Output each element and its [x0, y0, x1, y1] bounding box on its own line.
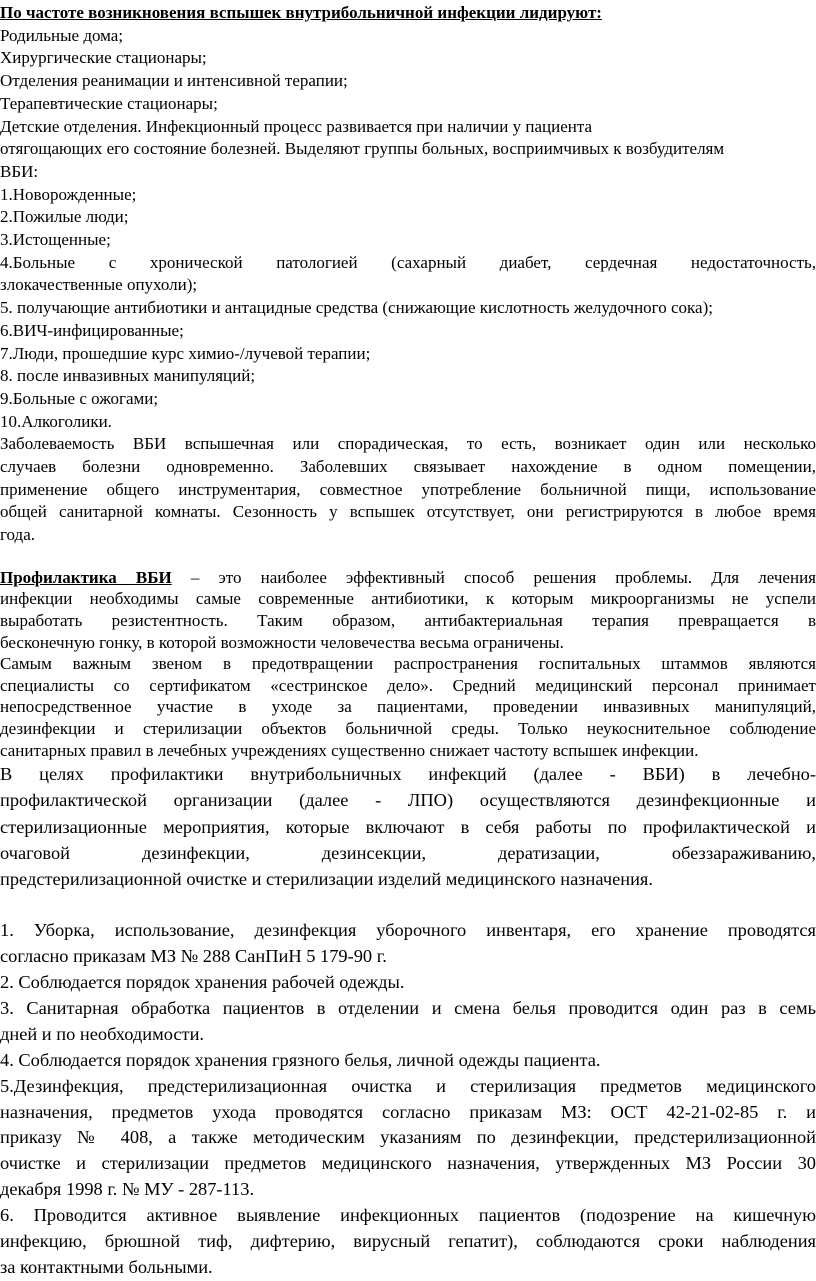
text-line: декабря 1998 г. № МУ - 287-113. — [0, 1179, 255, 1200]
spacer — [0, 547, 816, 567]
text-line: отягощающих его состояние болезней. Выделяют группы больных, восприимчивых к возбудителям — [0, 139, 725, 159]
text-line: согласно приказам МЗ № 288 СанПиН 5 179-90 г. — [0, 946, 387, 967]
section-prevention — [0, 567, 816, 761]
list-item: 7.Люди, прошедшие курс химио-/лучевой терапии; — [0, 343, 371, 363]
text-line: дней и по необходимости. — [0, 1023, 205, 1044]
text-line: непосредственное участие в уходе за пациентами, проведении инвазивных манипуляций, — [0, 697, 816, 717]
text-line: назначения, предметов ухода проводятся согласно приказам МЗ: ОСТ 42-21-02-85 г. и — [0, 1101, 816, 1122]
text-line: санитарных правил в лечебных учреждениях существенно снижает частоту вспышек инфекции. — [0, 740, 699, 760]
text-line: стерилизационные мероприятия, которые включают в себя работы по профилактической и — [0, 816, 816, 837]
text-line: года. — [0, 525, 36, 545]
text-line: очистке и стерилизации предметов медицинского назначения, утвержденных МЗ России 30 — [0, 1153, 816, 1174]
text-line: Отделения реанимации и интенсивной терапии; — [0, 71, 348, 91]
text-line: выработать резистентность. Таким образом, антибактериальная терапия превращается в — [0, 611, 816, 631]
list-item: 5.Дезинфекция, предстерилизационная очистка и стерилизация предметов медицинского — [0, 1075, 816, 1096]
list-item: 9.Больные с ожогами; — [0, 388, 159, 408]
text-line: применение общего инструментария, совместное употребление больничной пищи, использование — [0, 479, 816, 499]
text-line: злокачественные опухоли); — [0, 275, 198, 295]
text-line: общей санитарной комнаты. Сезонность у вспышек отсутствует, они регистрируются в любое время — [0, 502, 816, 522]
list-item: 2. Соблюдается порядок хранения рабочей одежды. — [0, 972, 405, 993]
section-heading: Профилактика ВБИ — [0, 567, 172, 587]
list-item: 5. получающие антибиотики и антацидные средства (снижающие кислотность желудочного сока); — [0, 298, 713, 318]
section-numbered-rules — [0, 918, 816, 1281]
text-line: приказу № 408, а также методическим указаниям по дезинфекции, предстерилизационной — [0, 1127, 816, 1148]
text-line: специалисты со сертификатом «сестринское дело». Средний медицинский персонал принимает — [0, 675, 816, 695]
list-item: 1. Уборка, использование, дезинфекция уборочного инвентаря, его хранение проводятся — [0, 920, 816, 941]
text-line — [0, 567, 816, 589]
text-line: случаев болезни одновременно. Заболевших связывает нахождение в одном помещении, — [0, 457, 816, 477]
text-line: В целях профилактики внутрибольничных инфекций (далее - ВБИ) в лечебно- — [0, 764, 816, 785]
text-line: инфекции необходимы самые современные антибиотики, к которым микроорганизмы не успели — [0, 589, 816, 609]
text-line: Родильные дома; — [0, 25, 124, 45]
list-item: 6.ВИЧ-инфицированные; — [0, 320, 184, 340]
list-item: 8. после инвазивных манипуляций; — [0, 366, 256, 386]
text-line: очаговой дезинфекции, дезинсекции, дератизации, обеззараживанию, — [0, 842, 816, 863]
text-line: бесконечную гонку, в которой возможности человечества весьма ограничены. — [0, 632, 564, 652]
text-line: инфекцию, брюшной тиф, дифтерию, вирусный гепатит), соблюдаются сроки наблюдения — [0, 1231, 816, 1252]
text-line: предстерилизационной очистке и стерилизации изделий медицинского назначения. — [0, 869, 653, 890]
list-item: 3. Санитарная обработка пациентов в отделении и смена белья проводится один раз в семь — [0, 997, 816, 1018]
list-item: 4.Больные с хронической патологией (сахарный диабет, сердечная недостаточность, — [0, 252, 816, 272]
list-item: 4. Соблюдается порядок хранения грязного белья, личной одежды пациента. — [0, 1049, 601, 1070]
text-line: профилактической организации (далее - ЛПО) осуществляются дезинфекционные и — [0, 790, 816, 811]
section-disinfection-measures — [0, 761, 816, 892]
text-line: ВБИ: — [0, 161, 39, 181]
spacer — [0, 892, 816, 918]
list-item: 1.Новорожденные; — [0, 184, 137, 204]
list-item: 10.Алкоголики. — [0, 411, 112, 431]
list-item: 6. Проводится активное выявление инфекционных пациентов (подозрение на кишечную — [0, 1205, 816, 1226]
text-line: Терапевтические стационары; — [0, 93, 218, 113]
text-line: Самым важным звеном в предотвращении распространения госпитальных штаммов являются — [0, 654, 816, 674]
text-line: Хирургические стационары; — [0, 48, 207, 68]
text-line: дезинфекции и стерилизации объектов больничной среды. Только неукоснительное соблюдение — [0, 719, 816, 739]
text-line: Детские отделения. Инфекционный процесс развивается при наличии у пациента — [0, 116, 593, 136]
text-fragment: – это наиболее эффективный способ решения проблемы. Для лечения — [171, 567, 816, 587]
text-line: за контактными больными. — [0, 1257, 213, 1278]
section-heading: По частоте возникновения вспышек внутрибольничной инфекции лидируют: — [0, 3, 602, 22]
list-item: 2.Пожилые люди; — [0, 207, 129, 227]
section-outbreak-frequency — [0, 2, 816, 547]
text-line: Заболеваемость ВБИ вспышечная или спорадическая, то есть, возникает один или несколько — [0, 434, 816, 454]
list-item: 3.Истощенные; — [0, 230, 111, 250]
